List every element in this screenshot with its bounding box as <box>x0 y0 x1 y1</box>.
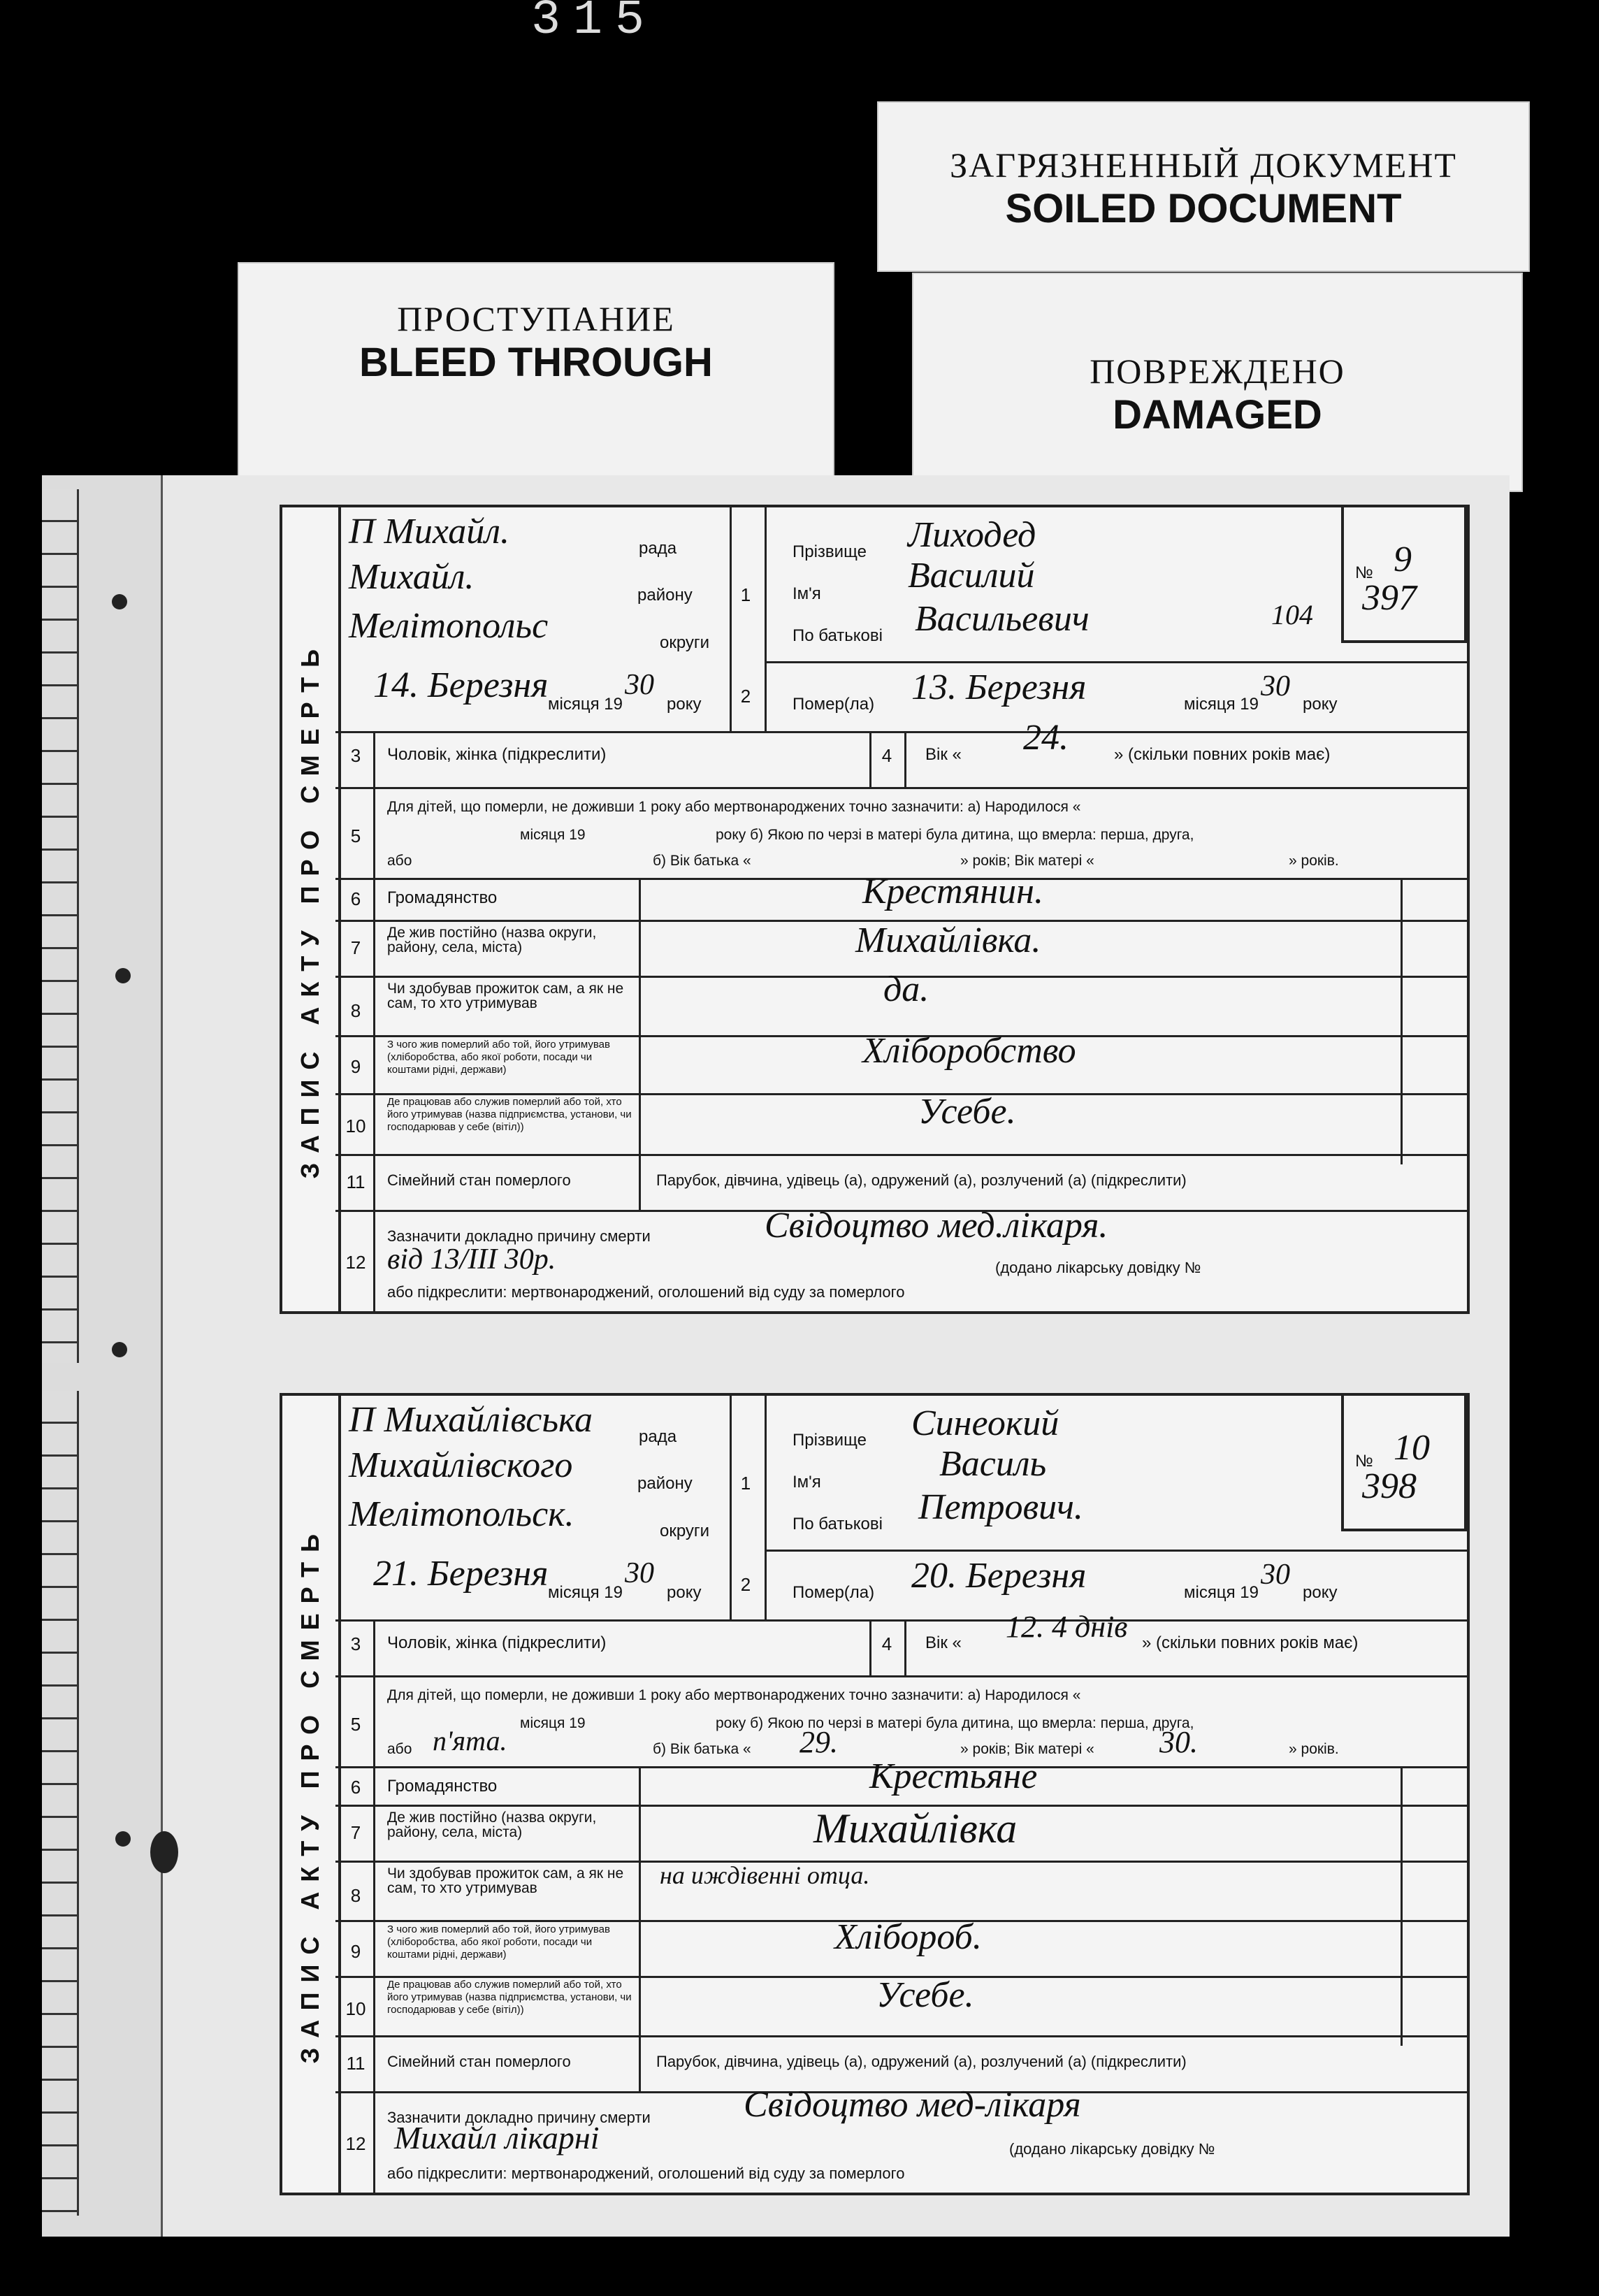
died-label: Помер(ла) <box>793 695 875 714</box>
livelihood-value: на иждівенні отца. <box>660 1861 870 1889</box>
age-label: Вік « <box>925 745 962 764</box>
reg-year-value: 30 <box>625 669 654 701</box>
surname-label: Прізвище <box>793 1431 867 1450</box>
register-number-value: 9 <box>1394 540 1412 579</box>
name-value: Василий <box>908 556 1035 595</box>
council-value: П Михайлівська <box>349 1400 593 1440</box>
sex-label: Чоловік, жінка (підкреслити) <box>387 745 607 764</box>
record-side-title: ЗАПИС АКТУ ПРО СМЕРТЬ <box>280 505 341 1314</box>
soiled-label-ru: ЗАГРЯЗНЕННЫЙ ДОКУМЕНТ <box>950 145 1457 185</box>
sex-label: Чоловік, жінка (підкреслити) <box>387 1633 607 1652</box>
binding-hole <box>112 1342 127 1357</box>
death-year-label: року <box>1303 1583 1338 1602</box>
note-value: 104 <box>1271 599 1313 630</box>
register-number-label: № <box>1355 1452 1373 1471</box>
patronymic-value: Петрович. <box>918 1487 1083 1527</box>
citizenship-label: Громадянство <box>387 888 498 907</box>
marital-label: Сімейний стан померлого <box>387 2053 571 2070</box>
binding-hole <box>115 968 131 983</box>
reg-date-value: 21. Березня <box>373 1554 549 1594</box>
patronymic-label: По батькові <box>793 1515 883 1533</box>
council-label: рада <box>639 1427 677 1446</box>
register-number-value: 10 <box>1394 1428 1430 1468</box>
name-label: Ім'я <box>793 1473 821 1492</box>
surname-value: Лиходед <box>908 515 1036 555</box>
death-month-label: місяця 19 <box>1184 695 1259 714</box>
bleed-through-label <box>238 262 834 482</box>
residence-value: Михайлівка. <box>855 920 1041 960</box>
children-line-3: або <box>387 853 412 869</box>
children-line-3c: » років; Вік матері « <box>960 1741 1094 1757</box>
father-age-value: 29. <box>800 1725 838 1759</box>
children-line-2b: року б) Якою по черзі в матері була дитина, що вмерла: перша, друга, <box>716 827 1194 843</box>
record-side-title: ЗАПИС АКТУ ПРО СМЕРТЬ <box>280 1393 341 2195</box>
citizenship-label: Громадянство <box>387 1777 498 1796</box>
district-value: Михайл. <box>349 557 475 597</box>
workplace-value: Усебе. <box>876 1975 974 2015</box>
bleed-label-ru: ПРОСТУПАНИЕ <box>397 299 675 338</box>
bleed-label-en: BLEED THROUGH <box>359 340 713 385</box>
okruha-label: округи <box>660 633 710 652</box>
workplace-label: Де працював або служив померлий або той, хто його утримував (назва підприємства, установи, чи господарював у себе (вітіл)) <box>387 1979 632 2016</box>
okruha-label: округи <box>660 1522 710 1540</box>
reg-month-label: місяця 19 <box>548 695 623 714</box>
mother-age-value: 30. <box>1159 1725 1198 1759</box>
occupation-value: Хлібороб. <box>834 1917 982 1957</box>
cause-label: Зазначити докладно причину смерти <box>387 1227 651 1245</box>
age-suffix: » (скільки повних років має) <box>1142 1633 1359 1652</box>
children-line-2: місяця 19 <box>520 1715 586 1731</box>
reg-year-value: 30 <box>625 1557 654 1589</box>
children-line-3b: б) Вік батька « <box>653 853 751 869</box>
children-line-3: або <box>387 1741 412 1757</box>
livelihood-label: Чи здобував прожиток сам, а як не сам, то хто утримував <box>387 1865 624 1896</box>
death-year-value: 30 <box>1261 1559 1290 1591</box>
livelihood-value: да. <box>883 969 929 1009</box>
reg-year-label: року <box>667 695 702 714</box>
surname-value: Синеокий <box>911 1403 1059 1443</box>
born-month-value: п'ята. <box>433 1725 507 1756</box>
children-line-2b: року б) Якою по черзі в матері була дитина, що вмерла: перша, друга, <box>716 1715 1194 1731</box>
okruha-value: Мелітопольс <box>349 606 549 646</box>
children-line-2: місяця 19 <box>520 827 586 843</box>
occupation-value: Хліборобство <box>862 1031 1076 1071</box>
death-year-value: 30 <box>1261 670 1290 702</box>
name-label: Ім'я <box>793 584 821 603</box>
patronymic-value: Васильевич <box>915 599 1090 639</box>
residence-label: Де жив постійно (назва округи, району, села, міста) <box>387 1810 597 1840</box>
residence-label: Де жив постійно (назва округи, району, села, міста) <box>387 925 597 955</box>
citizenship-value: Крестянин. <box>862 872 1043 911</box>
reg-month-label: місяця 19 <box>548 1583 623 1602</box>
page-number: 315 <box>531 0 658 48</box>
death-record-2: ЗАПИС АКТУ ПРО СМЕРТЬ 1 2 П Михайлівська рада Михайлівского району Мелітопольск. округи 21. Березня місяця 19 30 року Прізвище Синеокий Ім'я Василь По батькові Петрович. № 10 398 Помер(ла) 20. Березня місяця 19 30 року 3 Чоловік, жінка (підкреслити) 4 Вік « 12. 4 днів » (скільки повних років має) 5 Для дітей, що померли, не доживши 1 року або мертвонароджених точно зазначити: а) Народилося « місяця 19 року б) Якою по черзі в матері була дитина, що вмерла: перша, друга, або п'ята. б) Вік батька « 29. » років; Вік матері « 30. » років. 6 Громадянство Крестьяне 7 Де жив постійно (назва округи, району, села, міста) Михайлівка 8 Чи здобував прожиток сам, а як не сам, то хто утримував на иждівенні отца. 9 З чого жив померлий або той, його утримував (хліборобства, або якої роботи, посади чи коштами рідні, держави) Хлібороб. 10 Де працював або служив померлий або той, хто його утримував (назва підприємства, установи, чи господарював у себе (вітіл)) Усебе. 11 Сімейний стан померлого Парубок, дівчина, удівець (а), одружений (а), розлучений (а) (підкреслити) 12 Зазначити докладно причину смерти Свідоцтво мед-лікаря Михайл лікарні (додано лікарську довідку № або підкреслити: мертвонароджений, оголошений від суду за померлого <box>280 1393 1470 2195</box>
register-number-label: № <box>1355 563 1373 582</box>
workplace-value: Усебе. <box>918 1092 1016 1132</box>
surname-label: Прізвище <box>793 542 867 561</box>
cause-detail-value: Михайл лікарні <box>394 2120 600 2156</box>
cause-cert-label: (додано лікарську довідку № <box>1009 2140 1215 2158</box>
death-date-value: 13. Березня <box>911 667 1087 707</box>
reg-year-label: року <box>667 1583 702 1602</box>
marital-label: Сімейний стан померлого <box>387 1171 571 1189</box>
children-line-1: Для дітей, що померли, не доживши 1 року або мертвонароджених точно зазначити: а) Народилося « <box>387 799 1081 815</box>
damaged-label-ru: ПОВРЕЖДЕНО <box>1090 352 1345 391</box>
death-month-label: місяця 19 <box>1184 1583 1259 1602</box>
residence-value: Михайлівка <box>813 1805 1018 1851</box>
council-value: П Михайл. <box>349 512 509 551</box>
district-value: Михайлівского <box>349 1445 573 1485</box>
cause-detail-value: від 13/III 30р. <box>387 1243 556 1276</box>
district-label: району <box>637 1474 693 1493</box>
cause-value: Свідоцтво мед.лікаря. <box>765 1206 1108 1246</box>
facing-page-lines-bottom <box>42 1391 79 2216</box>
register-total-value: 397 <box>1362 578 1417 618</box>
children-line-3c: » років; Вік матері « <box>960 853 1094 869</box>
death-year-label: року <box>1303 695 1338 714</box>
occupation-label: З чого жив померлий або той, його утримував (хліборобства, або якої роботи, посади чи коштами рідні, держави) <box>387 1039 610 1076</box>
marital-options: Парубок, дівчина, удівець (а), одружений (а), розлучений (а) (підкреслити) <box>656 1171 1187 1189</box>
citizenship-value: Крестьяне <box>869 1756 1038 1796</box>
facing-page-lines-top <box>42 489 79 1363</box>
district-label: району <box>637 586 693 605</box>
cause-value: Свідоцтво мед-лікаря <box>744 2085 1081 2125</box>
soiled-document-label <box>877 101 1530 272</box>
occupation-label: З чого жив померлий або той, його утримував (хліборобства, або якої роботи, посади чи коштами рідні, держави) <box>387 1923 610 1961</box>
damaged-label <box>912 273 1523 492</box>
cause-alt-label: або підкреслити: мертвонароджений, оголошений від суду за померлого <box>387 2165 905 2182</box>
marital-options: Парубок, дівчина, удівець (а), одружений (а), розлучений (а) (підкреслити) <box>656 2053 1187 2070</box>
children-line-3b: б) Вік батька « <box>653 1741 751 1757</box>
age-suffix: » (скільки повних років має) <box>1114 745 1331 764</box>
cause-label: Зазначити докладно причину смерти <box>387 2109 651 2126</box>
children-line-3d: » років. <box>1289 1741 1339 1757</box>
soiled-label-en: SOILED DOCUMENT <box>1005 186 1402 231</box>
age-value: 12. 4 днів <box>1006 1610 1128 1644</box>
patronymic-label: По батькові <box>793 626 883 645</box>
cause-alt-label: або підкреслити: мертвонароджений, оголошений від суду за померлого <box>387 1283 905 1301</box>
name-value: Василь <box>939 1444 1047 1484</box>
council-label: рада <box>639 539 677 558</box>
livelihood-label: Чи здобував прожиток сам, а як не сам, то хто утримував <box>387 981 624 1011</box>
age-label: Вік « <box>925 1633 962 1652</box>
children-line-3d: » років. <box>1289 853 1339 869</box>
age-value: 24. <box>1023 718 1069 758</box>
binding-hole <box>115 1831 131 1847</box>
children-line-1: Для дітей, що померли, не доживши 1 року або мертвонароджених точно зазначити: а) Народилося « <box>387 1687 1081 1703</box>
damaged-label-en: DAMAGED <box>1113 392 1322 438</box>
binding-hole <box>150 1831 178 1873</box>
cause-cert-label: (додано лікарську довідку № <box>995 1259 1201 1276</box>
died-label: Помер(ла) <box>793 1583 875 1602</box>
register-total-value: 398 <box>1362 1466 1417 1506</box>
death-date-value: 20. Березня <box>911 1556 1087 1596</box>
binding-hole <box>112 594 127 609</box>
reg-date-value: 14. Березня <box>373 665 549 705</box>
okruha-value: Мелітопольск. <box>349 1494 574 1534</box>
death-record-1: ЗАПИС АКТУ ПРО СМЕРТЬ 1 2 П Михайл. рада Михайл. району Мелітопольс округи 14. Березня місяця 19 30 року Прізвище Лиходед Ім'я Василий По батькові Васильевич 104 № 9 397 Помер(ла) 13. Березня місяця 19 30 року 3 Чоловік, жінка (підкреслити) 4 Вік « 24. » (скільки повних років має) 5 Для дітей, що померли, не доживши 1 року або мертвонароджених точно зазначити: а) Народилося « місяця 19 року б) Якою по черзі в матері була дитина, що вмерла: перша, друга, або б) Вік батька « » років; Вік матері « » років. 6 Громадянство Крестянин. 7 Де жив постійно (назва округи, району, села, міста) Михайлівка. 8 Чи здобував прожиток сам, а як не сам, то хто утримував да. 9 З чого жив померлий або той, його утримував (хліборобства, або якої роботи, посади чи коштами рідні, держави) Хліборобство 10 Де працював або служив померлий або той, хто його утримував (назва підприємства, установи, чи господарював у себе (вітіл)) Усебе. 11 Сімейний стан померлого Парубок, дівчина, удівець (а), одружений (а), розлучений (а) (підкреслити) 12 Зазначити докладно причину смерти Свідоцтво мед.лікаря. від 13/III 30р. (додано лікарську довідку № або підкреслити: мертвонароджений, оголошений від суду за померлого <box>280 505 1470 1314</box>
workplace-label: Де працював або служив померлий або той, хто його утримував (назва підприємства, установи, чи господарював у себе (вітіл)) <box>387 1096 632 1133</box>
